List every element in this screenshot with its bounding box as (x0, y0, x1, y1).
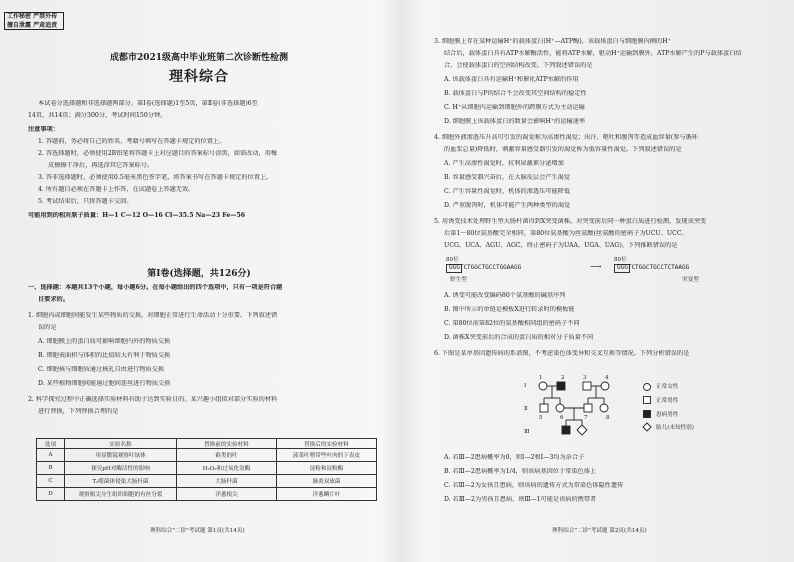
atomic-masses: 可能用到的相对原子质量：H—1 C—12 O—16 Cl—35.5 Na—23 Fe—56 (28, 212, 246, 219)
q2-stem-1: 2. 科学探究过程中正确选择实验材料有助于达到实验目的。某兴趣小组拟对部分实验的材料 (28, 396, 278, 403)
q5-option-b: B. 图中所示的单链是模板X进行转录时的模板链 (444, 306, 575, 313)
q4-stem-1: 4. 细胞外液渗透压升高可引发的渴觉称为高渗性渴觉；出汗、呕吐和腹泻等造成血容量(参与循环 (434, 134, 698, 141)
table-cell: 藓类的叶 (177, 449, 277, 462)
table-cell: 肺炎双球菌 (277, 475, 377, 488)
q6-option-a: A. 若Ⅲ—2患病概率为0，则Ⅰ—2和Ⅰ—3均为杂合子 (444, 454, 585, 461)
right-page (402, 0, 794, 562)
q6-stem: 6. 下图是某单基因遗传病的系谱图，不考虑染色体变异和交叉互换等情况。下列分析错误的是 (434, 350, 690, 357)
note-2-cont: 皮擦擦干净后，再选涂其它答案标号。 (48, 162, 154, 169)
q5-stem-1: 5. 用诱变技术处理野生型大肠杆菌得到X突变菌株。对突变前后同一种蛋白质进行检测，发现该突变 (434, 218, 707, 225)
note-4: 4. 所有题目必须在答题卡上作答，在试题卷上答题无效。 (38, 186, 195, 193)
q6-option-b: B. 若Ⅲ—2患病概率为1/4，则该病基因位于常染色体上 (444, 468, 597, 475)
q2-table-header (37, 439, 377, 449)
dna-arrow-icon: ⟶ (590, 262, 602, 271)
table-cell: H₂O₂和过氧化氢酶 (177, 462, 277, 475)
q6-option-d: D. 若Ⅲ—2为男孩且患病，则Ⅲ—1可能是该病的携带者 (444, 496, 597, 503)
pedigree-male-normal (583, 382, 591, 390)
q2-table (36, 438, 377, 501)
q1-stem-1: 1. 细胞内或细胞间能发生某些物质的交换，对细胞正常进行生命活动十分重要。下列叙述错 (28, 312, 278, 319)
table-cell: C (37, 475, 65, 488)
pedigree-diagram (534, 366, 624, 450)
legend-symbols (642, 382, 652, 442)
pedigree-male-normal (584, 404, 592, 412)
individual-number: 1 (539, 375, 543, 381)
q3-option-d: D. 细胞膜上该载体蛋白的数量会影响H⁺的运输速率 (444, 118, 586, 125)
dna-before-sequence: GGGTCTGGCTGCCTGGAAGG (449, 264, 522, 271)
q1-option-d: D. 某些植物细胞间能通过胞间连丝进行物质交换 (38, 380, 171, 387)
q4-option-a: A. 产生高渗性渴觉时，抗利尿激素分泌增加 (444, 160, 564, 167)
q4-option-b: B. 容量感受器兴奋后，在大脑皮层会产生渴觉 (444, 174, 571, 181)
q1-option-c: C. 细胞核与细胞质通过核孔自由进行物质交换 (38, 366, 165, 373)
q2-stem-2: 进行替换，下列替换合理的是 (38, 408, 119, 415)
individual-number: 5 (539, 415, 543, 421)
table-row (37, 488, 377, 501)
q5-option-d: D. 菌株X突变前后的合成的蛋白质的相对分子质量不同 (444, 334, 594, 341)
section-instruction-2: 目要求的。 (38, 296, 69, 303)
exam-title: 成都市2021级高中毕业班第二次诊断性检测 (109, 53, 289, 63)
generation-label-2: Ⅱ (524, 406, 528, 412)
legend-male-normal-icon (644, 397, 651, 404)
dna-before-caption: 野生型 (450, 277, 467, 283)
q2-header-experiment: 实验名称 (65, 439, 177, 449)
pedigree-male-normal (540, 404, 548, 412)
generation-label-3: Ⅲ (524, 429, 530, 435)
section-title: 第Ⅰ卷(选择题，共126分) (147, 269, 251, 279)
q2-header-before: 替换前的实验材料 (177, 439, 277, 449)
individual-number: 7 (584, 415, 588, 421)
left-page-footer: 理科综合"二诊"考试题 第1页(共14页) (150, 528, 245, 534)
pedigree-female-normal (539, 382, 547, 390)
note-1: 1. 答题前，务必将自己的姓名、考籍号填写在答题卡规定的位置上。 (38, 138, 226, 145)
individual-number: 2 (561, 375, 565, 381)
pedigree-female-normal (556, 404, 564, 412)
table-cell: 探究pH对酶活性的影响 (65, 462, 177, 475)
intro-line-1: 本试卷分选择题和非选择题两部分。第Ⅰ卷(选择题)1至5页，第Ⅱ卷(非选择题)6至 (38, 100, 258, 107)
individual-number: 3 (583, 375, 587, 381)
secret-stamp (4, 12, 64, 30)
individual-number: 6 (560, 415, 564, 421)
dna-after-sequence: GGGTCTGGCTGCCTCTAAGG (617, 264, 690, 271)
table-cell: A (37, 449, 65, 462)
dna-after-position-label: 80位 (614, 257, 627, 263)
pedigree-male-affected (562, 426, 570, 434)
table-row (37, 449, 377, 462)
notes-heading: 注意事项： (28, 126, 59, 133)
table-cell: B (37, 462, 65, 475)
q5-option-a: A. 诱变可能改变编码80个氨基酸的碱基序列 (444, 292, 566, 299)
individual-number: 8 (606, 415, 610, 421)
table-cell: 洋葱鳞片叶 (277, 488, 377, 501)
section-instruction-1: 一、选择题：本题共13个小题，每小题6分。在每小题给出的四个选项中，只有一项是符合题 (28, 284, 283, 291)
pedigree-fetus-unknown (577, 425, 587, 435)
q3-option-a: A. 该载体蛋白具有运输H⁺和催化ATP水解的作用 (444, 76, 579, 83)
table-cell: D (37, 488, 65, 501)
table-cell: T₂噬菌体侵染大肠杆菌 (65, 475, 177, 488)
subject-title: 理科综合 (169, 69, 229, 85)
q4-option-d: D. 严重腹泻时，机体可能产生两种类型的渴觉 (444, 202, 571, 209)
legend-fetus-icon (643, 423, 651, 431)
table-cell: 大肠杆菌 (177, 475, 277, 488)
legend-label: 患病男性 (656, 412, 679, 418)
dna-before-position-label: 80位 (446, 257, 459, 263)
table-cell: 洋葱根尖 (177, 488, 277, 501)
pedigree-female-normal (600, 404, 608, 412)
q5-stem-2: 后第1～80位氨基酸完全相同，第80位氨基酸为丝氨酸(丝氨酸的密码子为UCU、UCC、 (444, 230, 688, 237)
legend-label: 胎儿(未知性别) (656, 425, 694, 431)
q3-stem-2: 结合后，载体蛋白具有ATP水解酶活性，能将ATP水解，驱动H⁺运输到膜外，ATP水解产生的P与载体蛋白结 (444, 50, 742, 57)
legend-label: 正常男性 (656, 398, 679, 404)
q6-option-c: C. 若Ⅲ—2为女孩且患病，则该病的遗传方式为常染色体隐性遗传 (444, 482, 624, 489)
q4-stem-2: 的血浆总量)降低时，刺激容量感受器引发的渴觉称为低容量性渴觉。下列叙述错误的是 (444, 146, 682, 153)
q1-option-a: A. 细胞膜上的蛋白质可影响细胞内外的物质交换 (38, 338, 171, 345)
q4-option-c: C. 产生容量性渴觉时，机体的渗透压可能降低 (444, 188, 571, 195)
table-row (37, 475, 377, 488)
note-3: 3. 答非选择题时，必须使用0.5毫米黑色签字笔，将答案书写在答题卡规定的位置上。 (38, 174, 273, 181)
q5-stem-3: UCG、UCA、AGU、AGC，终止密码子为UAA、UGA、UAG)。下列推断错误的是 (444, 242, 678, 249)
q5-option-c: C. 第80位前第82位的氨基酸相同组的密码子不同 (444, 320, 580, 327)
secret-stamp-line-2: 擅自泄露 严肃追责 (7, 21, 58, 29)
note-2: 2. 答选择题时，必须使用2B铅笔将答题卡上对应题目的答案标号涂黑，如需改动，用橡 (38, 150, 278, 157)
table-cell: 观察根尖分生组织细胞的有丝分裂 (65, 488, 177, 501)
note-5: 5. 考试结束后，只将答题卡交回。 (38, 198, 133, 205)
q3-stem-1: 3. 细胞膜上存在某种运输H⁺的载体蛋白(H⁺—ATP酶)，该载体蛋白与细胞膜内侧的H⁺ (434, 38, 671, 45)
legend-male-affected-icon (644, 411, 651, 418)
table-cell: 菠菜叶稍带些叶肉的下表皮 (277, 449, 377, 462)
q3-option-b: B. 载体蛋白与P的结合不会改变其空间结构的稳定性 (444, 90, 587, 97)
individual-number: 4 (605, 375, 609, 381)
dna-after-caption: 突变型 (682, 277, 699, 283)
legend-female-normal-icon (644, 384, 651, 391)
q3-option-c: C. H⁺从细胞内运输到细胞外的跨膜方式为主动运输 (444, 104, 585, 111)
legend-label: 正常女性 (656, 384, 679, 390)
q2-header-after: 替换后的实验材料 (277, 439, 377, 449)
q1-option-b: B. 细胞表面积与体积的比值较大有利于物质交换 (38, 352, 171, 359)
q2-header-option: 选项 (37, 439, 65, 449)
table-row (37, 462, 377, 475)
pedigree-female-normal (601, 382, 609, 390)
q3-stem-3: 合，会使载体蛋白的空间结构改变。下列叙述错误的是 (444, 62, 593, 69)
intro-line-2: 14页，共14页；满分300分，考试时间150分钟。 (28, 112, 167, 119)
generation-label-1: Ⅰ (524, 383, 527, 389)
table-cell: 用显微镜观察叶绿体 (65, 449, 177, 462)
table-cell: 淀粉和淀粉酶 (277, 462, 377, 475)
q1-stem-2: 误的是 (38, 324, 57, 331)
pedigree-male-affected (557, 382, 565, 390)
right-page-footer: 理科综合"二诊"考试题 第2页(共14页) (552, 528, 647, 534)
secret-stamp-line-1: 工作秘密 严禁外传 (7, 13, 58, 20)
